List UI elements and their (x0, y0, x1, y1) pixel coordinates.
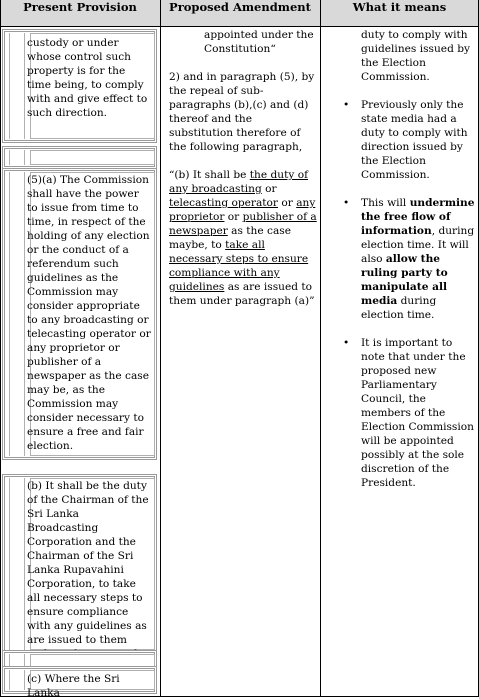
quote-underlined: any proprietor (169, 197, 316, 223)
quote-underlined: the duty of any broadcasting (169, 169, 309, 195)
nested-strip (9, 33, 25, 139)
quote-underlined: telecasting operator (169, 197, 278, 209)
bullet-text (361, 197, 475, 321)
means-bullet-list (339, 98, 477, 504)
quote-text: or (224, 211, 243, 223)
bullet-text: It is important to note that under the proposed new Parliamentary Council, the members of the Election Commission will be appointed possibly at the sole discretion of the President. (361, 337, 474, 489)
quote-text: as are issued to them under paragraph (a)” (169, 281, 315, 307)
quote-text: or (278, 197, 297, 209)
quote-text: “(b) It shall be (169, 169, 250, 181)
present-text-5b: (b) It shall be the duty of the Chairman of the Sri Lanka Broadcasting Corporation and the Chairman of the Sri Lanka Rupavahini Corporation, to take all necessary steps to ensure compliance with any guidelines as are issued to them (27, 480, 149, 646)
quote-text: as the case maybe, to (169, 225, 291, 251)
bullet-icon: • (343, 197, 350, 209)
proposed-paragraph-2: 2) and in paragraph (5), by the repeal of sub-paragraphs (b),(c) and (d) thereof and the substitution therefore of the following paragraph, (169, 71, 315, 153)
present-text-5c: (c) Where the Sri Lanka (27, 673, 120, 699)
nested-strip (9, 478, 25, 650)
bullet-run: This will (361, 197, 410, 209)
bullet-bold: undermine the free flow of information (361, 197, 475, 237)
column-divider (0, 0, 1, 697)
bullet-icon: • (343, 99, 350, 111)
list-item (339, 336, 477, 490)
means-top-text: duty to comply with guidelines issued by the Election Commission. (361, 29, 470, 83)
nested-strip (9, 172, 25, 456)
proposed-top-line-1: appointed under the (204, 29, 314, 41)
quote-text: or (261, 183, 277, 195)
proposed-top-line-2: Constitution“ (204, 43, 276, 55)
header-what-it-means: What it means (320, 0, 479, 27)
present-text-5a: (5)(a) The Commission shall have the power to issue from time to time, in respect of the holding of any election or the conduct of a referendum such guidelines as the Commission may consider appropriate to any broadcasting or telecasting operator or any proprietor or publisher of a newspaper as the case may be, as the Commission may consider necessary to ensure a free and fair election. (27, 174, 151, 452)
present-cell-spacer (2, 146, 157, 169)
bullet-run: , during election time. It will also (361, 225, 475, 265)
nested-border (30, 150, 155, 165)
bullet-icon: • (343, 337, 350, 349)
list-item (339, 98, 477, 182)
quote-underlined: publisher of a newspaper (169, 211, 317, 237)
nested-strip (9, 670, 25, 690)
bullet-text: Previously only the state media had a duty to comply with direction issued by the Election Commission. (361, 99, 468, 181)
bullet-bold: allow the ruling party to manipulate all media (361, 253, 448, 307)
header-present-provision: Present Provision (0, 0, 160, 27)
column-divider (160, 0, 161, 697)
list-item (339, 196, 477, 322)
present-text-1: custody or under whose control such property is for the time being, to comply with and give effect to such direction. (27, 37, 148, 119)
bullet-run: during election time. (361, 295, 437, 321)
nested-strip (9, 150, 25, 165)
proposed-new-paragraph-b (169, 168, 317, 308)
column-divider (320, 0, 321, 697)
header-proposed-amendment: Proposed Amendment (160, 0, 320, 27)
quote-underlined: take all necessary steps to ensure compliance with any guidelines (169, 239, 309, 293)
